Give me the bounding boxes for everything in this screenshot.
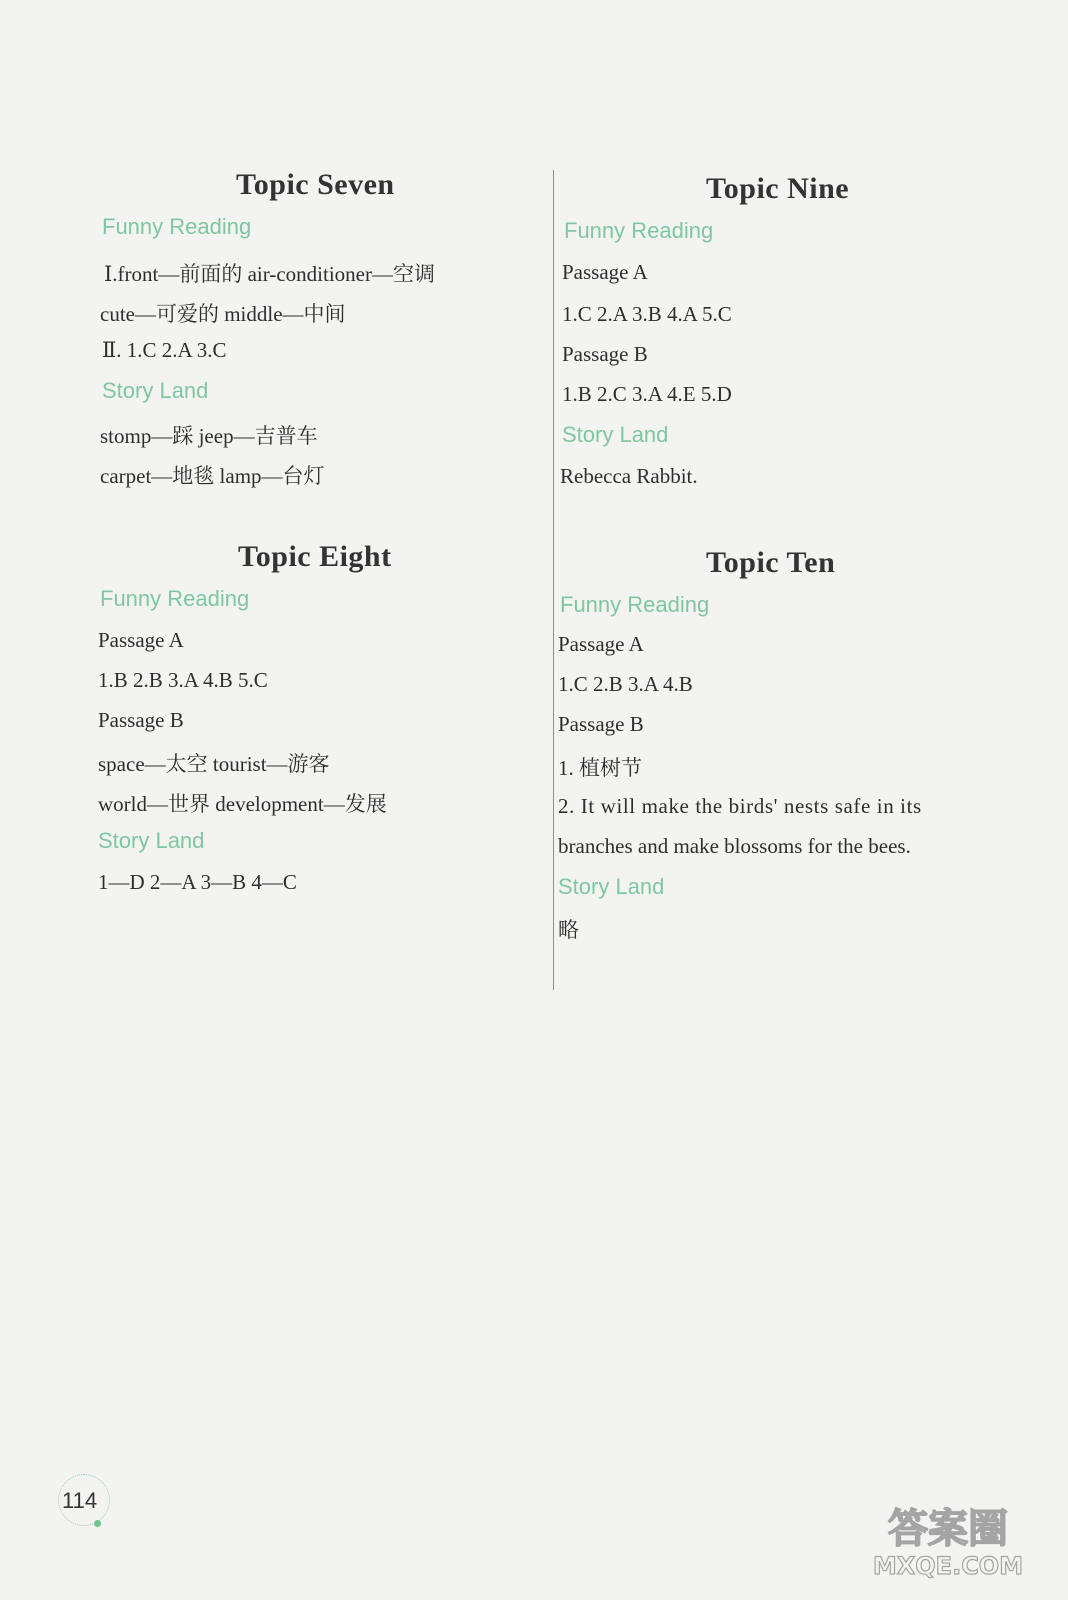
topic-nine-line-1: Passage A xyxy=(562,260,648,284)
svg-text:答案圈: 答案圈 xyxy=(888,1506,1008,1552)
column-divider xyxy=(553,170,554,990)
topic-eight-story-line-1: 1—D 2—A 3—B 4—C xyxy=(98,870,297,894)
topic-eight-line-4: space—太空 tourist—游客 xyxy=(98,752,330,776)
svg-text:MXQE.COM: MXQE.COM xyxy=(872,1552,1024,1580)
topic-ten-line-4: 1. 植树节 xyxy=(558,756,642,780)
topic-ten-funny-reading-heading: Funny Reading xyxy=(560,592,710,617)
topic-eight-line-5: world—世界 development—发展 xyxy=(98,792,387,816)
topic-seven-funny-reading-heading: Funny Reading xyxy=(102,214,252,239)
topic-eight-line-3: Passage B xyxy=(98,708,184,732)
page-number: 114 xyxy=(62,1488,98,1513)
topic-seven-line-3: Ⅱ. 1.C 2.A 3.C xyxy=(102,338,227,362)
page-number-dot xyxy=(94,1520,101,1527)
topic-ten-line-3: Passage B xyxy=(558,712,644,736)
topic-eight-line-2: 1.B 2.B 3.A 4.B 5.C xyxy=(98,668,268,692)
topic-ten-story-land-heading: Story Land xyxy=(558,874,665,899)
topic-nine-title: Topic Nine xyxy=(706,172,850,205)
topic-seven-story-land-heading: Story Land xyxy=(102,378,209,403)
topic-seven-title: Topic Seven xyxy=(236,168,395,201)
topic-ten-line-5: 2. It will make the birds' nests safe in its xyxy=(558,794,922,818)
topic-ten-line-1: Passage A xyxy=(558,632,644,656)
topic-seven-story-line-2: carpet—地毯 lamp—台灯 xyxy=(100,464,325,488)
topic-ten-line-6: branches and make blossoms for the bees. xyxy=(558,834,911,858)
topic-seven-line-1: Ⅰ.front—前面的 air-conditioner—空调 xyxy=(104,262,435,286)
topic-nine-story-line-1: Rebecca Rabbit. xyxy=(560,464,698,488)
topic-nine-story-land-heading: Story Land xyxy=(562,422,669,447)
topic-nine-funny-reading-heading: Funny Reading xyxy=(564,218,714,243)
topic-ten-story-line-1: 略 xyxy=(558,918,579,942)
topic-seven-line-2: cute—可爱的 middle—中间 xyxy=(100,302,346,326)
topic-eight-title: Topic Eight xyxy=(238,540,392,573)
topic-eight-funny-reading-heading: Funny Reading xyxy=(100,586,250,611)
topic-nine-line-2: 1.C 2.A 3.B 4.A 5.C xyxy=(562,302,732,326)
topic-ten-line-2: 1.C 2.B 3.A 4.B xyxy=(558,672,693,696)
watermark-logo xyxy=(858,1500,1038,1580)
topic-ten-title: Topic Ten xyxy=(706,546,836,579)
topic-seven-story-line-1: stomp—踩 jeep—吉普车 xyxy=(100,424,318,448)
topic-nine-line-3: Passage B xyxy=(562,342,648,366)
topic-nine-line-4: 1.B 2.C 3.A 4.E 5.D xyxy=(562,382,732,406)
topic-eight-story-land-heading: Story Land xyxy=(98,828,205,853)
topic-eight-line-1: Passage A xyxy=(98,628,184,652)
